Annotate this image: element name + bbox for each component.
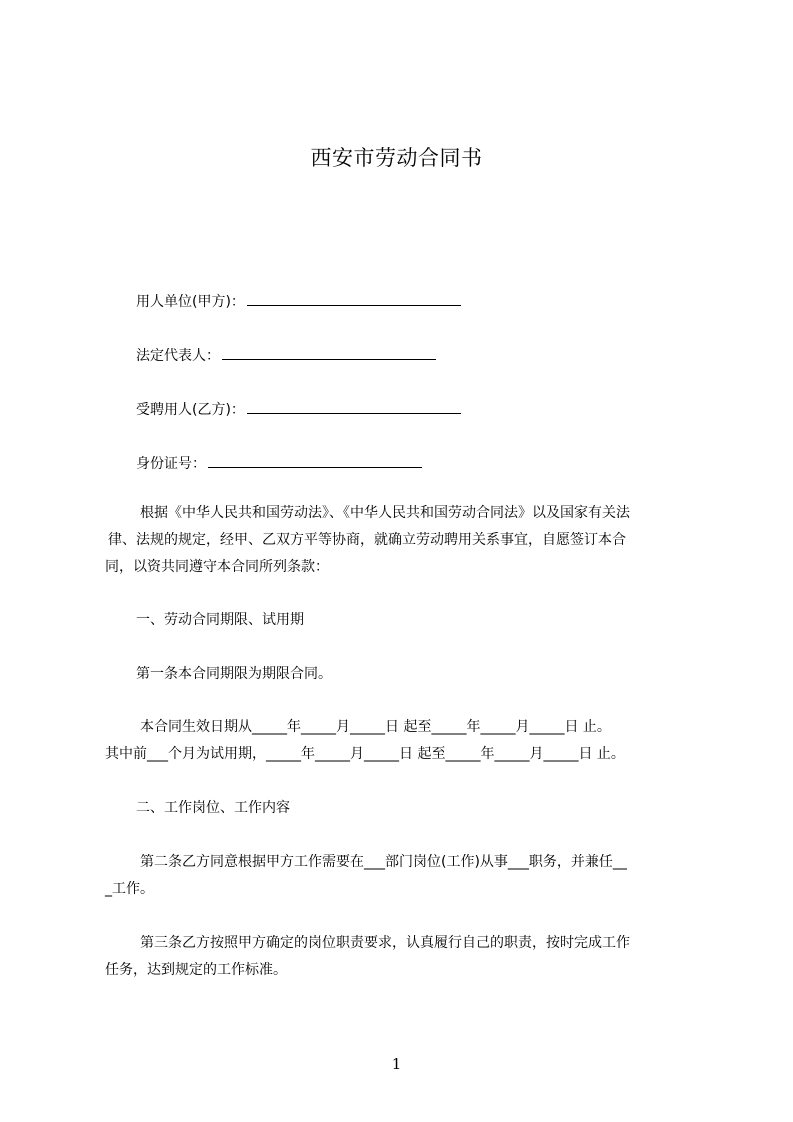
employee-blank[interactable] [247,399,461,414]
article-3-line-1: 第三条乙方按照甲方确定的岗位职责要求，认真履行自己的职责，按时完成工作 [140,935,630,951]
legal-rep-blank[interactable] [222,345,436,360]
section-2-heading: 二、工作岗位、工作内容 [136,800,290,816]
term-line-1: 本合同生效日期从_____年_____月_____日 起至_____年_____月_____日 止。 [140,719,611,735]
page-number: 1 [391,1055,402,1073]
id-number-blank[interactable] [208,453,422,468]
id-number-label: 身份证号： [136,456,206,472]
article-3-line-2: 任务，达到规定的工作标准。 [105,962,287,978]
id-number-field [136,453,422,474]
term-line-2: 其中前___个月为试用期，_____年_____月_____日 起至_____年_____月_____日 止。 [105,746,625,762]
legal-rep-field [136,345,436,366]
article-1: 第一条本合同期限为期限合同。 [136,666,332,682]
employee-field [136,399,461,420]
intro-line-3: 同，以资共同遵守本合同所列条款： [105,559,329,575]
employer-field [136,291,461,312]
employer-blank[interactable] [247,291,461,306]
employer-label: 用人单位(甲方)： [136,294,245,310]
legal-rep-label: 法定代表人： [136,348,220,364]
employee-label: 受聘用人(乙方)： [136,402,245,418]
intro-line-2: 律、法规的规定，经甲、乙双方平等协商，就确立劳动聘用关系事宜，自愿签订本合 [108,532,626,548]
intro-line-1: 根据《中华人民共和国劳动法》、《中华人民共和国劳动合同法》以及国家有关法 [140,505,630,521]
document-title: 西安市劳动合同书 [310,146,483,170]
section-1-heading: 一、劳动合同期限、试用期 [136,612,304,628]
article-2-line-1: 第二条乙方同意根据甲方工作需要在___部门岗位(工作)从事___职务，并兼任__ [140,854,627,870]
article-2-line-2: _工作。 [105,881,154,897]
